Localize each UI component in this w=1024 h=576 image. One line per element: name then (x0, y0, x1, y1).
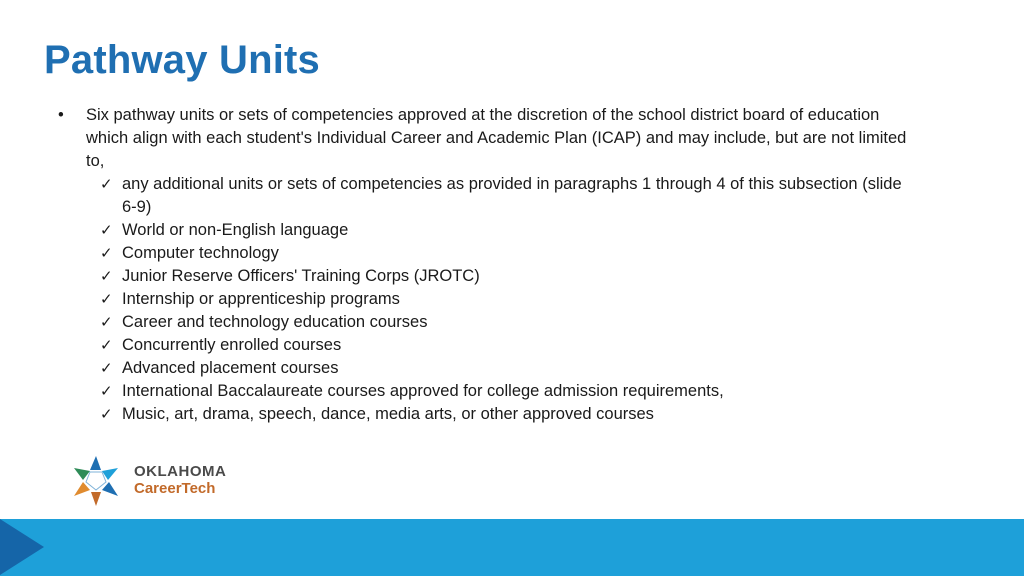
oklahoma-careertech-logo (68, 452, 238, 508)
check-item (100, 311, 916, 334)
checkmark-icon: ✓ (100, 175, 113, 193)
checkmark-icon: ✓ (100, 267, 113, 285)
logo-text (134, 463, 226, 497)
check-item-text: Computer technology (122, 244, 279, 262)
logo-line2: CareerTech (134, 480, 216, 497)
checkmark-icon: ✓ (100, 359, 113, 377)
check-item (100, 334, 916, 357)
checkmark-icon: ✓ (100, 382, 113, 400)
check-item (100, 357, 916, 380)
slide-content (56, 104, 916, 426)
footer-arrow-icon (0, 519, 44, 575)
check-item (100, 380, 916, 403)
checkmark-icon: ✓ (100, 405, 113, 423)
bullet-item (56, 104, 916, 173)
check-item (100, 265, 916, 288)
check-item (100, 242, 916, 265)
checkmark-icon: ✓ (100, 244, 113, 262)
check-item-text: World or non-English language (122, 221, 349, 239)
checkmark-icon: ✓ (100, 290, 113, 308)
checkmark-icon: ✓ (100, 221, 113, 239)
check-item-text: International Baccalaureate courses approved for college admission requirements, (122, 382, 724, 400)
checkmark-icon: ✓ (100, 313, 113, 331)
check-item (100, 219, 916, 242)
check-item (100, 403, 916, 426)
checkmark-icon: ✓ (100, 336, 113, 354)
check-item (100, 173, 916, 219)
check-item-text: Career and technology education courses (122, 313, 428, 331)
check-item-text: Internship or apprenticeship programs (122, 290, 400, 308)
check-item-text: Concurrently enrolled courses (122, 336, 342, 354)
slide-title: Pathway Units (44, 38, 320, 82)
check-item-text: any additional units or sets of competencies as provided in paragraphs 1 through 4 of this subsection (slide 6-9) (122, 175, 902, 216)
bullet-text: Six pathway units or sets of competencies approved at the discretion of the school district board of education which align with each student's Individual Career and Academic Plan (ICAP) and may include, but are not limited to, (86, 106, 907, 170)
check-item-text: Advanced placement courses (122, 359, 339, 377)
logo-line1: OKLAHOMA (134, 463, 227, 480)
check-item-text: Junior Reserve Officers' Training Corps (JROTC) (122, 267, 480, 285)
footer-bar (0, 519, 1024, 576)
bullet-dot-icon: • (58, 106, 64, 124)
star-logo-icon (68, 452, 124, 508)
check-item (100, 288, 916, 311)
check-item-text: Music, art, drama, speech, dance, media arts, or other approved courses (122, 405, 654, 423)
check-list (56, 173, 916, 426)
